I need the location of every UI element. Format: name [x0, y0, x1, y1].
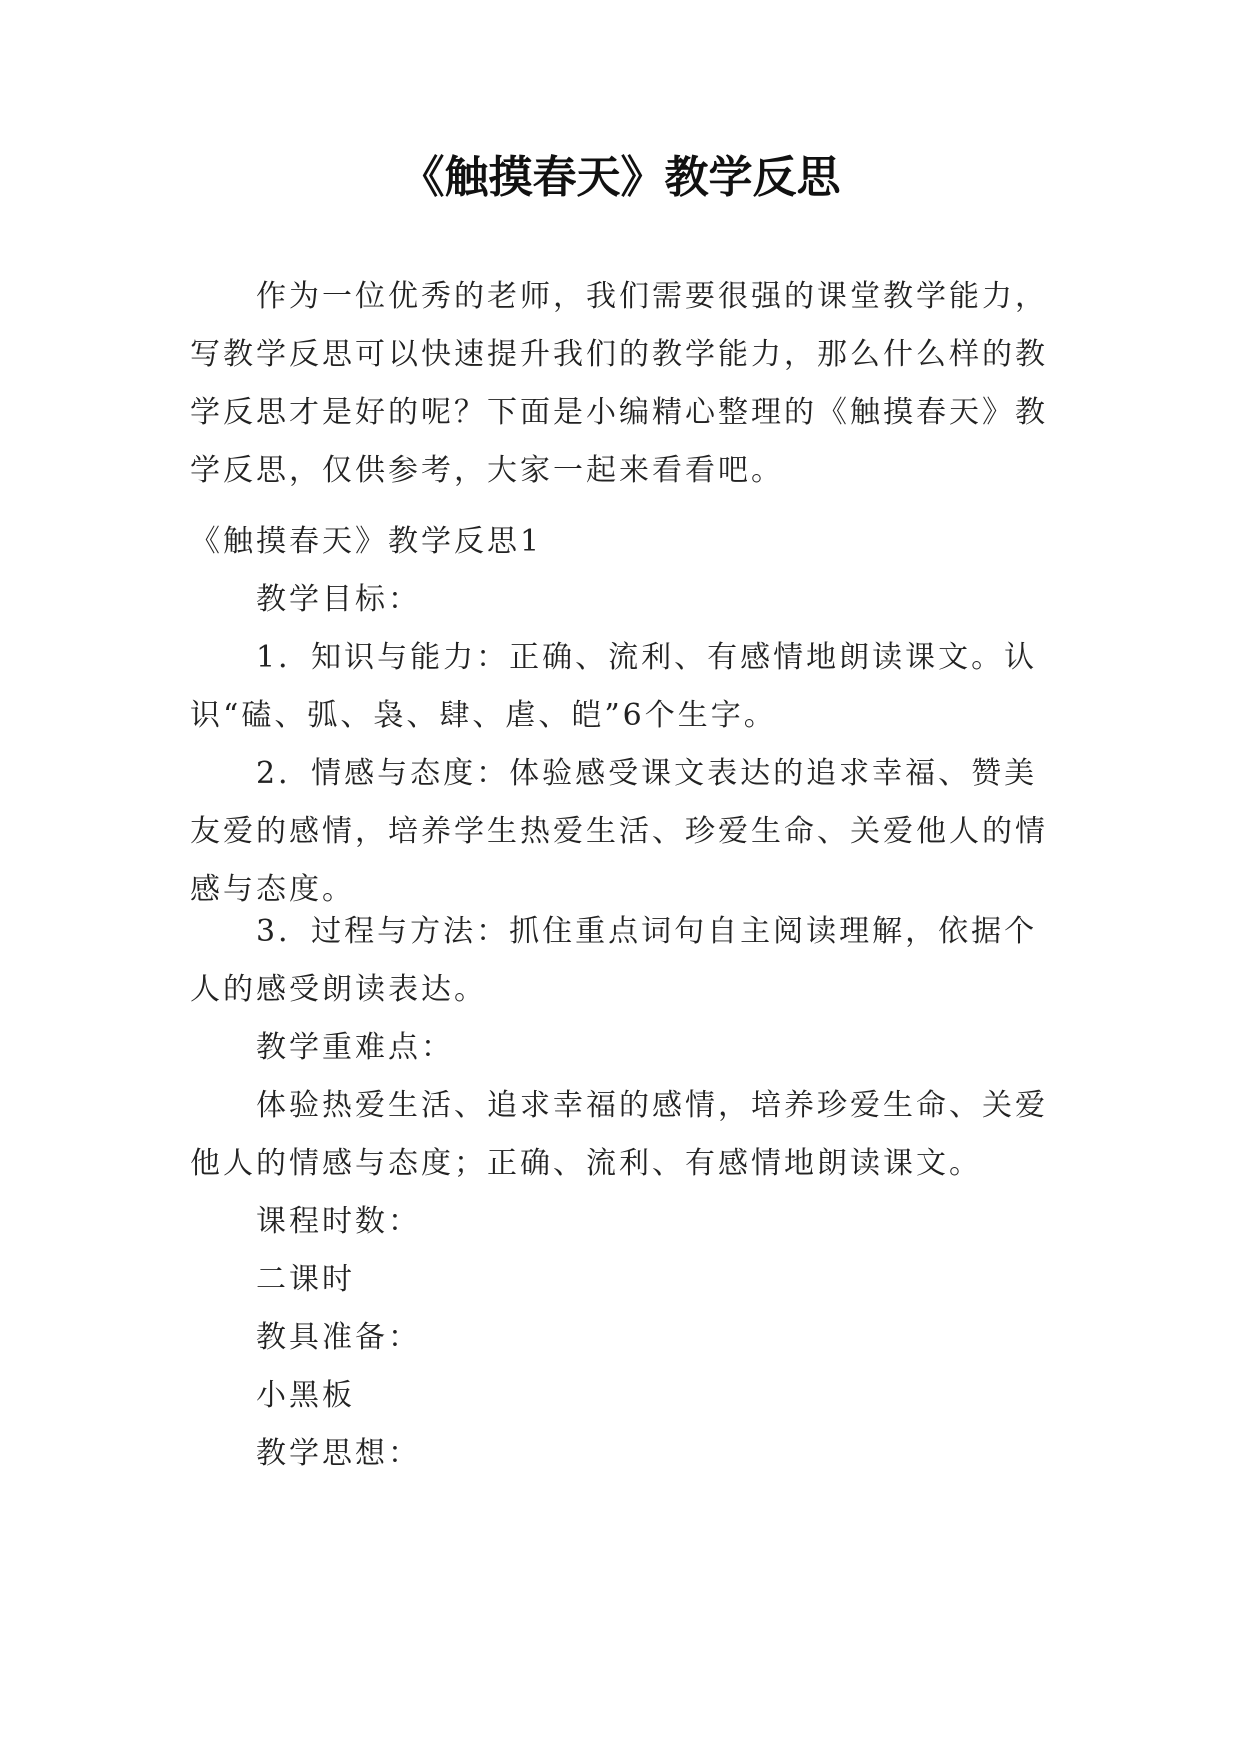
teaching-goals-label: 教学目标：	[256, 582, 421, 617]
goal-1-line: 1．知识与能力：正确、流利、有感情地朗读课文。认	[256, 640, 1038, 675]
teaching-goals-label-block	[190, 571, 1050, 629]
section-heading-block	[190, 513, 1050, 571]
key-points-label-block	[190, 1019, 1050, 1077]
key-points-paragraph	[190, 1077, 1050, 1193]
tools-label-block	[190, 1309, 1050, 1367]
goal-2-paragraph	[190, 745, 1050, 919]
document-title: 《触摸春天》教学反思	[400, 152, 841, 203]
intro-line: 写教学反思可以快速提升我们的教学能力，那么什么样的教	[190, 337, 1048, 372]
key-points-label: 教学重难点：	[256, 1030, 454, 1065]
key-points-line: 他人的情感与态度；正确、流利、有感情地朗读课文。	[190, 1146, 982, 1181]
teaching-thought-label: 教学思想：	[256, 1436, 421, 1471]
goal-1-paragraph	[190, 629, 1050, 745]
intro-line: 学反思，仅供参考，大家一起来看看吧。	[190, 453, 784, 488]
goal-3-line: 人的感受朗读表达。	[190, 972, 487, 1007]
goal-1-line: 识“磕、弧、袅、肆、虐、皑”6个生字。	[190, 698, 777, 733]
goal-3-paragraph	[190, 903, 1050, 1019]
intro-paragraph	[190, 268, 1050, 500]
tools-label: 教具准备：	[256, 1320, 421, 1355]
class-hours-label-block	[190, 1193, 1050, 1251]
goal-2-line: 2．情感与态度：体验感受课文表达的追求幸福、赞美	[256, 756, 1038, 791]
class-hours-value: 二课时	[256, 1262, 355, 1297]
intro-line: 作为一位优秀的老师，我们需要很强的课堂教学能力，	[256, 279, 1048, 314]
section-heading: 《触摸春天》教学反思1	[190, 524, 543, 559]
key-points-line: 体验热爱生活、追求幸福的感情，培养珍爱生命、关爱	[256, 1088, 1048, 1123]
intro-line: 学反思才是好的呢？下面是小编精心整理的《触摸春天》教	[190, 395, 1048, 430]
goal-3-line: 3．过程与方法：抓住重点词句自主阅读理解，依据个	[256, 914, 1038, 949]
class-hours-label: 课程时数：	[256, 1204, 421, 1239]
tools-value-block	[190, 1367, 1050, 1425]
goal-2-line: 感与态度。	[190, 872, 355, 907]
teaching-thought-label-block	[190, 1425, 1050, 1483]
class-hours-value-block	[190, 1251, 1050, 1309]
goal-2-line: 友爱的感情，培养学生热爱生活、珍爱生命、关爱他人的情	[190, 814, 1048, 849]
tools-value: 小黑板	[256, 1378, 355, 1413]
